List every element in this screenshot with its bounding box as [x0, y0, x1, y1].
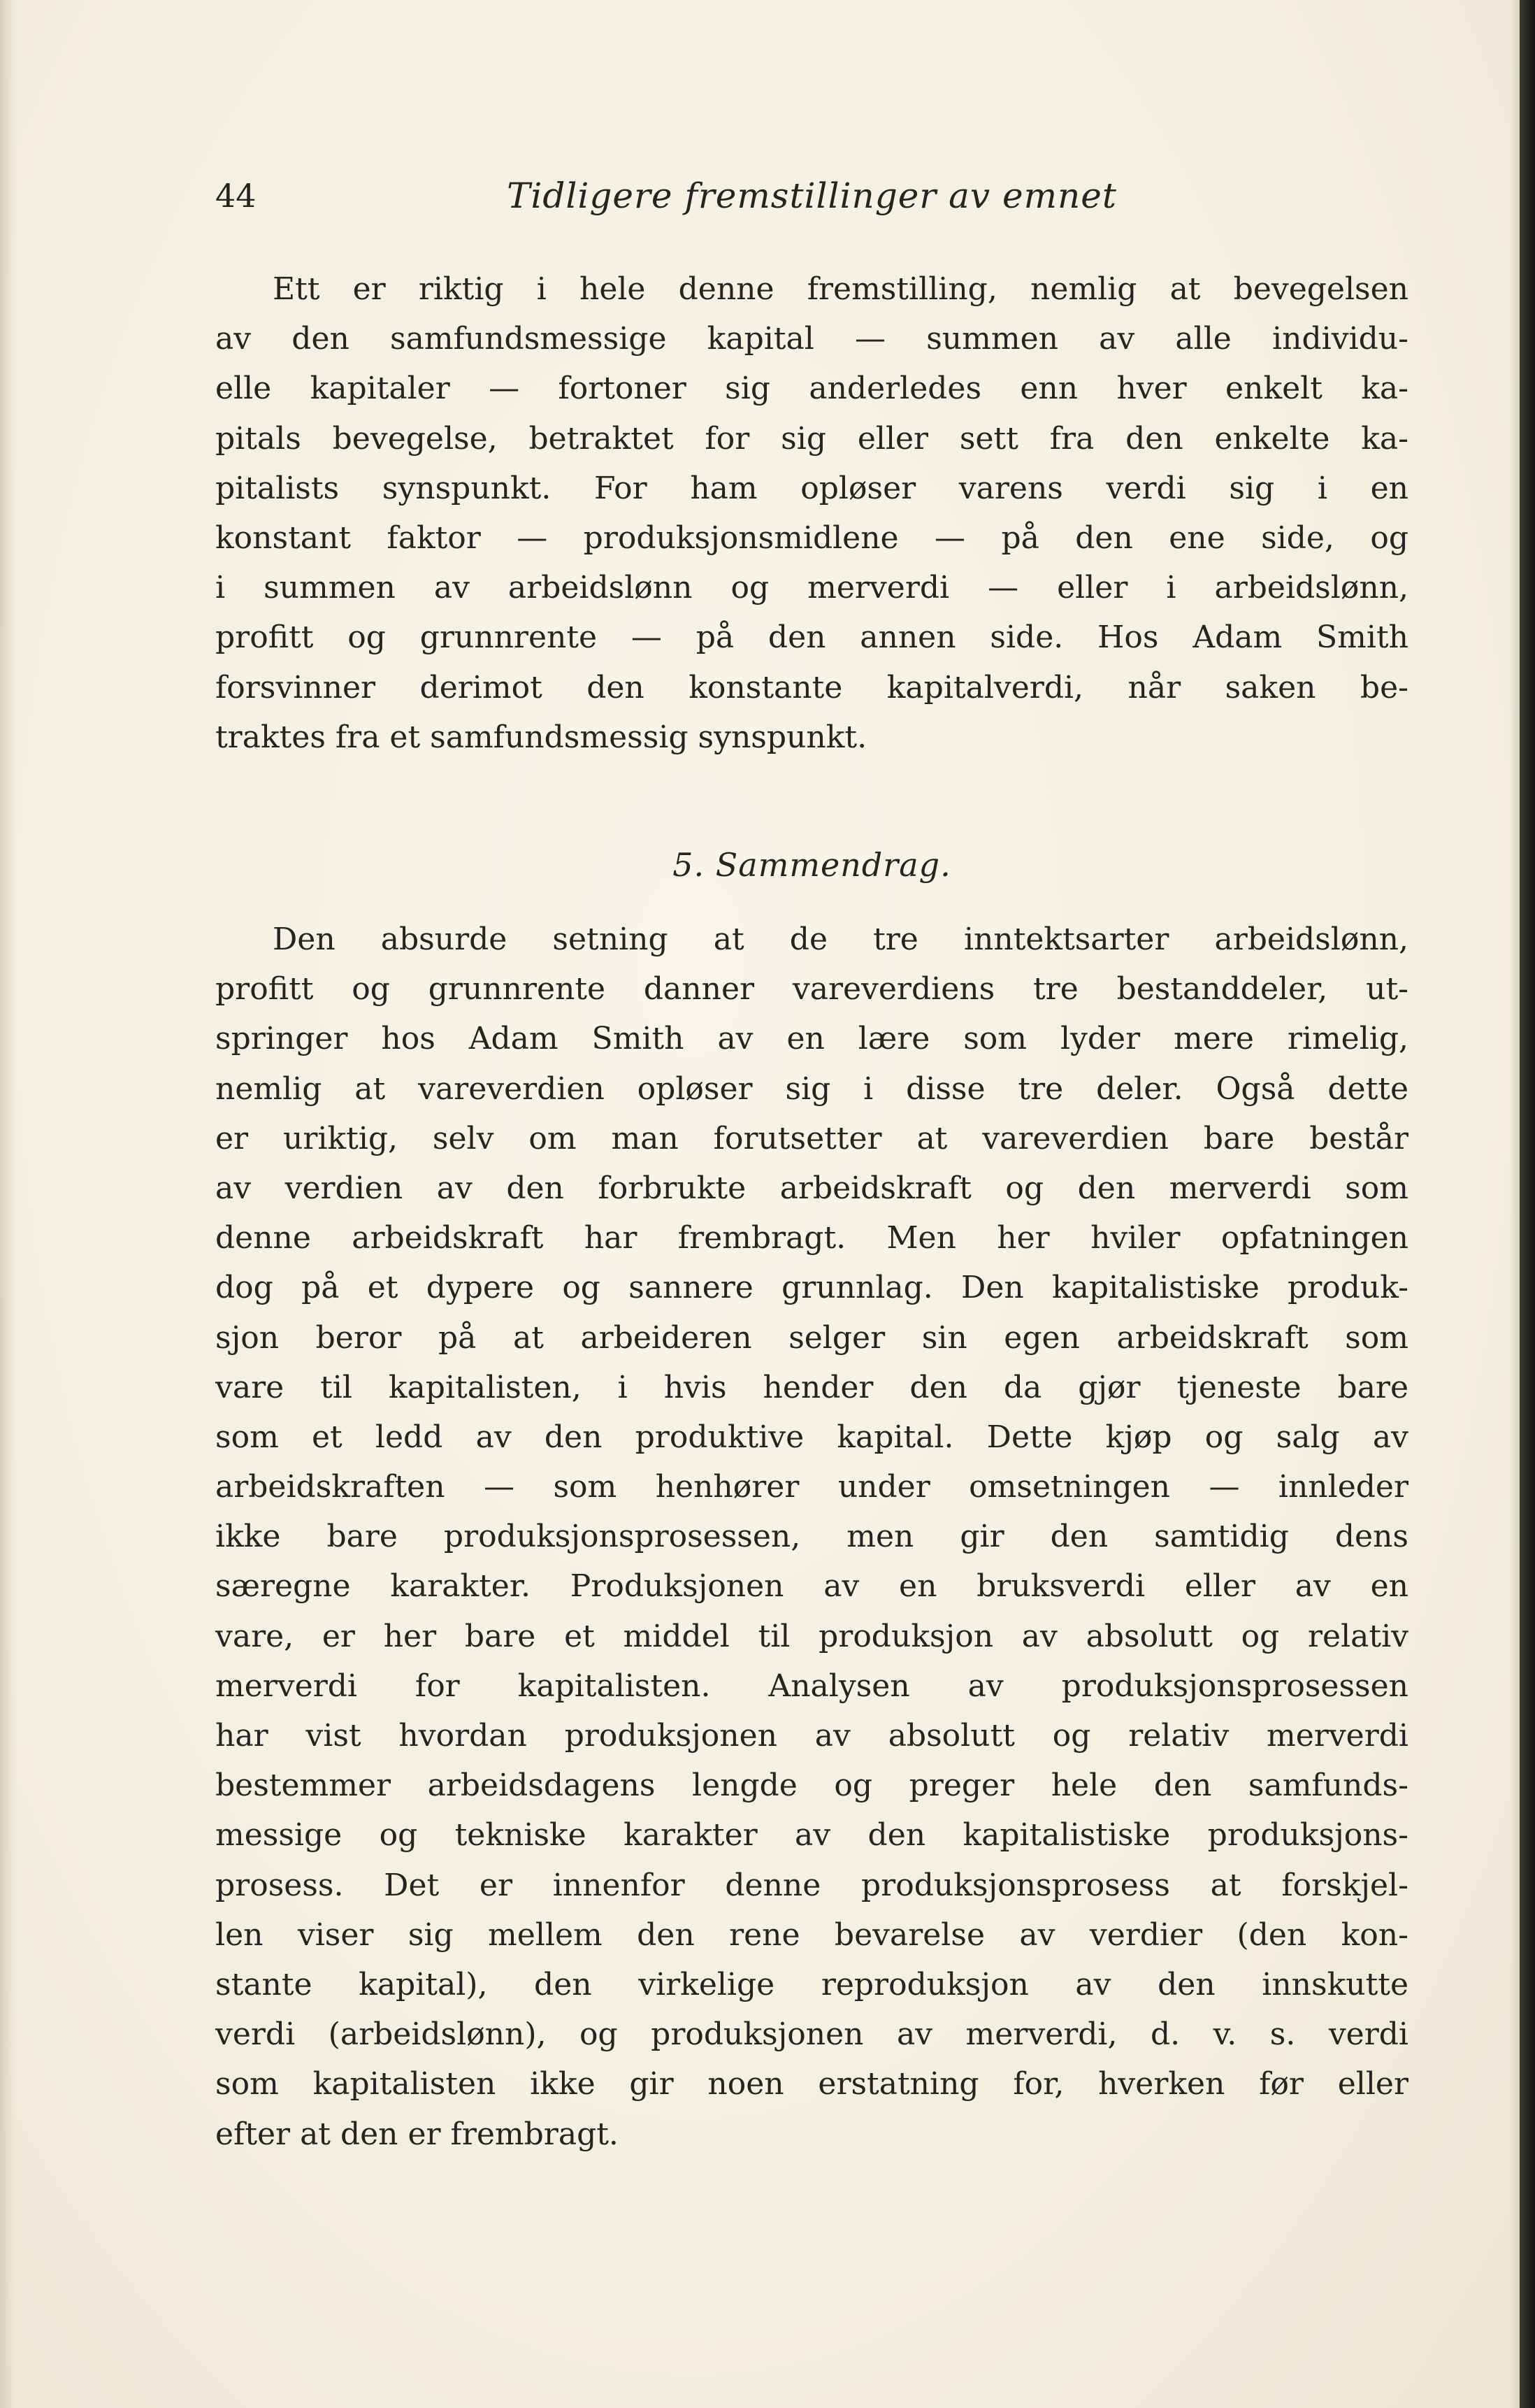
text-line: arbeidskraften — som henhører under omsetningen — innleder — [215, 1469, 1408, 1505]
text-line: sjon beror på at arbeideren selger sin egen arbeidskraft som — [215, 1319, 1408, 1356]
text-line: springer hos Adam Smith av en lære som lyder mere rimelig, — [215, 1021, 1408, 1057]
text-line: len viser sig mellem den rene bevarelse av verdier (den kon- — [215, 1916, 1408, 1953]
text-line: nemlig at vareverdien opløser sig i disse tre deler. Også dette — [215, 1070, 1408, 1107]
text-line: vare til kapitalisten, i hvis hender den da gjør tjeneste bare — [215, 1369, 1408, 1405]
text-line: særegne karakter. Produksjonen av en bruksverdi eller av en — [215, 1568, 1408, 1605]
text-line: dog på et dypere og sannere grunnlag. Den kapitalistiske produk- — [215, 1270, 1408, 1306]
text-line: traktes fra et samfundsmessig synspunkt. — [215, 719, 867, 755]
page-header — [215, 171, 1408, 220]
text-line: pitalists synspunkt. For ham opløser varens verdi sig i en — [215, 470, 1408, 506]
text-line: Den absurde setning at de tre inntektsarter arbeidslønn, — [273, 922, 1408, 957]
text-line: av verdien av den forbrukte arbeidskraft og den merverdi som — [215, 1170, 1408, 1206]
page-left-edge — [0, 0, 15, 2408]
paragraph-1 — [215, 264, 1408, 762]
binding-shadow — [1510, 0, 1520, 2408]
text-line: prosess. Det er innenfor denne produksjonsprosess at forskjel- — [215, 1867, 1408, 1903]
running-title: Tidligere fremstillinger av emnet — [507, 175, 1117, 216]
page-number: 44 — [215, 177, 257, 215]
text-line: av den samfundsmessige kapital — summen av alle individu- — [215, 321, 1408, 357]
text-line: er uriktig, selv om man forutsetter at vareverdien bare består — [215, 1120, 1408, 1156]
book-binding — [1520, 0, 1535, 2408]
text-line: forsvinner derimot den konstante kapitalverdi, når saken be- — [215, 669, 1408, 705]
section-heading: 5. Sammendrag. — [672, 846, 951, 884]
text-line: som kapitalisten ikke gir noen erstatning for, hverken før eller — [215, 2066, 1408, 2102]
text-line: bestemmer arbeidsdagens lengde og preger hele den samfunds- — [215, 1768, 1408, 1804]
text-line: stante kapital), den virkelige reproduksjon av den innskutte — [215, 1966, 1408, 2002]
text-line: i summen av arbeidslønn og merverdi — eller i arbeidslønn, — [215, 570, 1408, 606]
text-line: elle kapitaler — fortoner sig anderledes enn hver enkelt ka- — [215, 371, 1408, 407]
paragraph-2 — [215, 915, 1408, 2159]
text-line: denne arbeidskraft har frembragt. Men her hviler opfatningen — [215, 1220, 1408, 1256]
text-line: Ett er riktig i hele denne fremstilling, nemlig at bevegelsen — [273, 271, 1408, 307]
text-line: har vist hvordan produksjonen av absolutt og relativ merverdi — [215, 1718, 1408, 1754]
text-line: profitt og grunnrente — på den annen side. Hos Adam Smith — [215, 619, 1408, 656]
text-line: som et ledd av den produktive kapital. Dette kjøp og salg av — [215, 1419, 1408, 1455]
text-line: vare, er her bare et middel til produksjon av absolutt og relativ — [215, 1618, 1408, 1654]
text-line: profitt og grunnrente danner vareverdiens tre bestanddeler, ut- — [215, 971, 1408, 1008]
text-line: konstant faktor — produksjonsmidlene — på den ene side, og — [215, 519, 1408, 556]
text-line: efter at den er frembragt. — [215, 2116, 619, 2152]
text-line: verdi (arbeidslønn), og produksjonen av merverdi, d. v. s. verdi — [215, 2016, 1408, 2053]
text-line: messige og tekniske karakter av den kapitalistiske produksjons- — [215, 1817, 1408, 1854]
text-line: merverdi for kapitalisten. Analysen av produksjonsprosessen — [215, 1668, 1408, 1704]
text-line: pitals bevegelse, betraktet for sig eller sett fra den enkelte ka- — [215, 420, 1408, 457]
text-line: ikke bare produksjonsprosessen, men gir den samtidig dens — [215, 1519, 1408, 1555]
